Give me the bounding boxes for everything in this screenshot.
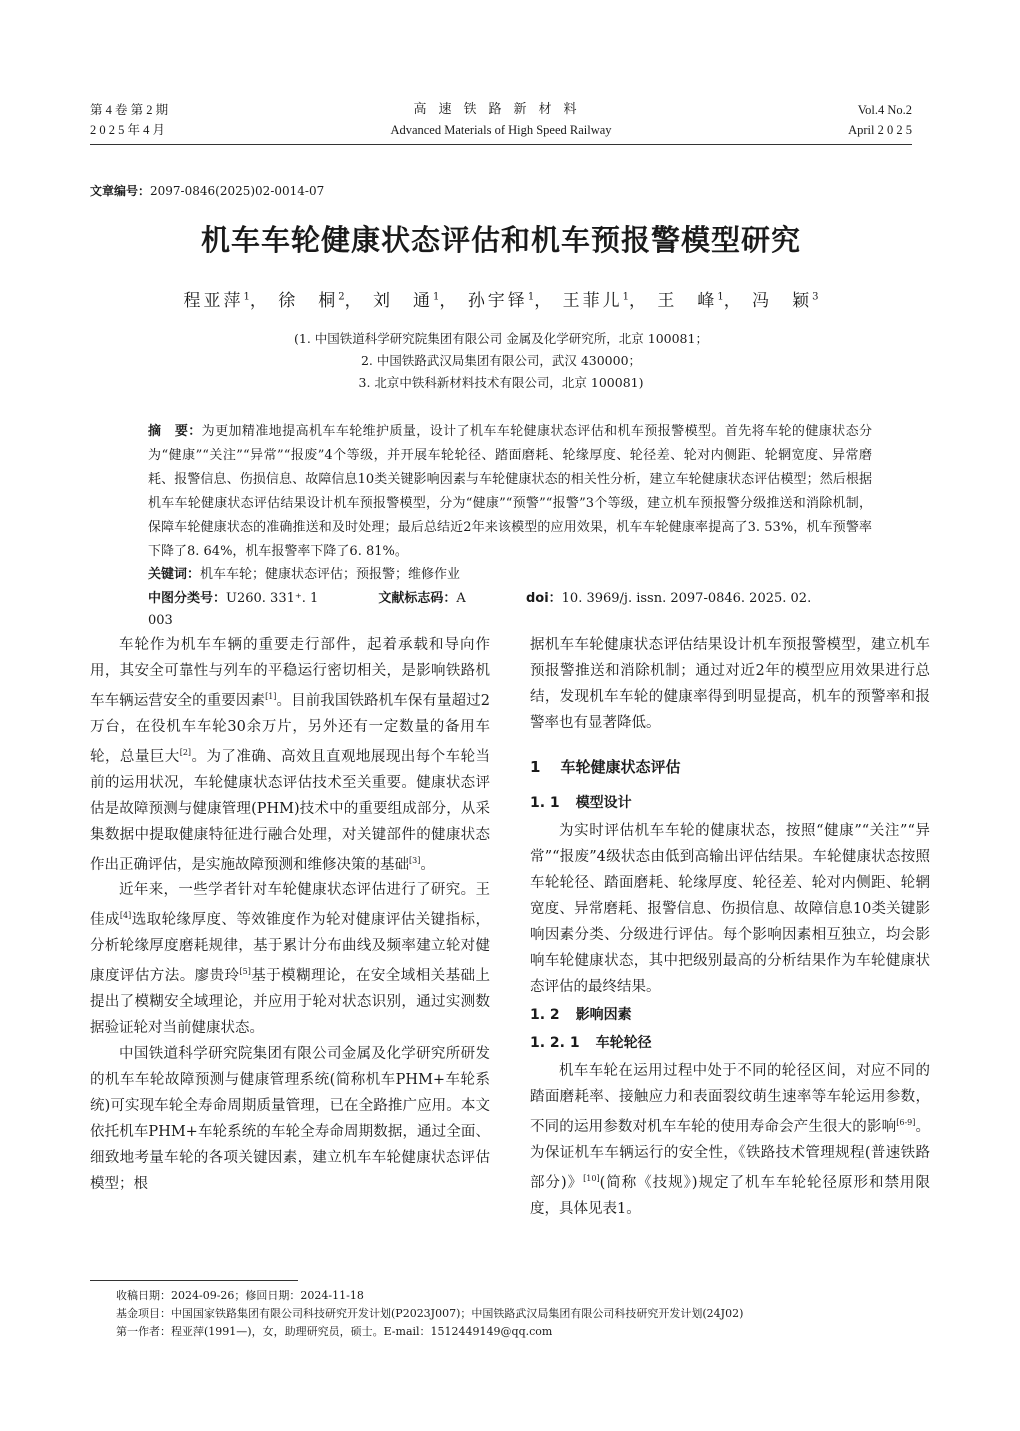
affiliation: 2. 中国铁路武汉局集团有限公司，武汉 430000；	[360, 353, 642, 368]
author: 王菲儿	[562, 291, 623, 311]
abstract	[148, 420, 872, 564]
body-column-right	[530, 632, 930, 1222]
article-number	[90, 182, 324, 199]
abstract-label: 摘 要：	[148, 424, 202, 439]
issue-date: 2 0 2 5 年 4 月	[90, 123, 166, 137]
text-run: 。为了准确、高效且直观地展现出每个车轮当前的运用状况，车轮健康状态评估技术至关重要。健康状态评估是故障预测与健康管理(PHM)技术中的重要组成部分，从采集数据中提取健康特征进行融合处理，对关键部件的健康状态作出正确评估，是实施故障预测和维修决策的基础	[90, 748, 491, 873]
affiliation: 3. 北京中铁科新材料技术有限公司，北京 100081)	[358, 375, 644, 390]
article-number-value: 2097-0846(2025)02-0014-07	[150, 184, 325, 198]
subsubsection-heading	[530, 1030, 930, 1056]
paragraph: 中国铁道科学研究院集团有限公司金属及化学研究所研发的机车车轮故障预测与健康管理系统(简称机车PHM+车轮系统)可实现车轮全寿命周期质量管理，已在全路推广应用。本文依托机车PHM+车轮系统的车轮全寿命周期数据，通过全面、细致地考量车轮的各项关键因素，建立机车车轮健康状态评估模型；根	[90, 1046, 490, 1193]
text-run: 。	[420, 856, 435, 873]
keywords-label: 关键词：	[148, 567, 201, 582]
subsection-title: 模型设计	[575, 795, 632, 811]
journal-name	[90, 100, 912, 140]
abstract-text: 为更加精准地提高机车车轮维护质量，设计了机车车轮健康状态评估和机车预报警模型。首先将车轮的健康状态分为“健康”“关注”“异常”“报废”4个等级，并开展车轮轮径、踏面磨耗、轮缘厚度、轮径差、轮对内侧距、轮辋宽度、异常磨耗、报警信息、伤损信息、故障信息10类关键影响因素与车轮健康状态的相关性分析，建立车轮健康状态评估模型；然后根据机车车轮健康状态评估结果设计机车预报警模型，分为“健康”“预警”“报警”3个等级，建立机车预报警分级推送和消除机制，保障车轮健康状态的准确推送和及时处理；最后总结近2年来该模型的应用效果，机车车轮健康率提高了3. 53%，机车预警率下降了8. 64%，机车报警率下降了6. 81%。	[148, 424, 872, 559]
footnotes	[116, 1287, 916, 1341]
text-run: 近年来，一些学者针对车轮健康状态评估进行了研究。王佳成	[90, 882, 490, 929]
citation: [1]	[265, 692, 277, 701]
paper-title: 机车车轮健康状态评估和机车预报警模型研究	[200, 223, 801, 257]
section-number: 1	[530, 758, 541, 776]
issue-info-en	[848, 100, 912, 140]
subsubsection-title: 车轮轮径	[595, 1035, 652, 1051]
article-number-label: 文章编号：	[90, 184, 151, 198]
citation: [2]	[179, 747, 192, 757]
author: 王 峰	[657, 291, 718, 311]
author-affil-mark: 1	[622, 291, 629, 303]
author-affil-mark: 1	[527, 291, 535, 303]
keywords	[148, 564, 872, 586]
volume-number-en: Vol.4 No.2	[857, 103, 912, 117]
running-header	[90, 100, 912, 142]
subsection-heading	[530, 790, 930, 816]
citation: [4]	[119, 911, 132, 921]
clc-value: U260. 331⁺. 1	[226, 591, 319, 606]
journal-name-en: Advanced Materials of High Speed Railway	[390, 123, 612, 137]
text-run: 。目前我国铁路机车保有量超过2万台，在役机车车轮30余万片，另外还有一定数量的备用车轮，总量巨大	[90, 692, 490, 765]
paragraph	[530, 1058, 930, 1222]
keywords-text: 机车车轮；健康状态评估；预报警；维修作业	[200, 567, 461, 582]
section-heading	[530, 754, 930, 780]
classification-line	[148, 588, 872, 632]
header-rule	[90, 144, 912, 145]
author: 刘 通	[373, 291, 434, 311]
author: 孙宇铎	[467, 291, 528, 311]
author-list: 程亚萍$^1$， 徐 桐$^2$， 刘 通$^1$， 孙宇铎$^1$， 王菲儿$^1$， 王 峰$^1$， 冯 颖$^3$	[183, 291, 819, 311]
journal-name-cn: 高速铁路新材料	[413, 102, 589, 117]
author-affil-mark: 2	[338, 291, 345, 303]
doi-label: doi：	[525, 591, 562, 606]
text-run: 基于模糊理论，在安全域相关基础上提出了模糊安全域理论，并应用于轮对状态识别，通过实测数据验证轮对当前健康状态。	[90, 968, 490, 1037]
text-run: (简称《技规》)规定了机车车轮轮径原形和禁用限度，具体见表1。	[530, 1174, 930, 1217]
author: 徐 桐	[278, 291, 339, 311]
subsubsection-number: 1. 2. 1	[530, 1035, 580, 1051]
author-affil-mark: 3	[812, 291, 819, 303]
citation: [3]	[409, 855, 421, 865]
footnote-first-author: 第一作者：程亚萍(1991—)，女，助理研究员，硕士。E-mail：1512449149@qq.com	[116, 1325, 553, 1338]
affiliation: (1. 中国铁道科学研究院集团有限公司 金属及化学研究所，北京 100081；	[294, 331, 708, 346]
affiliations	[90, 328, 912, 394]
author-affil-mark: 1	[717, 291, 724, 303]
doc-code-label: 文献标志码：	[378, 591, 457, 606]
citation: [5]	[239, 967, 251, 977]
subsection-title: 影响因素	[575, 1007, 632, 1023]
author-affil-mark: 1	[243, 291, 250, 303]
issue-volume: 第 4 卷 第 2 期	[90, 103, 169, 117]
body-column-left	[90, 632, 490, 1197]
paragraph	[90, 632, 490, 877]
author: 程亚萍	[183, 291, 244, 311]
author-affil-mark: 1	[433, 291, 440, 303]
citation: [6-9]	[896, 1118, 916, 1127]
subsection-heading	[530, 1002, 930, 1028]
doc-code-value: A	[456, 591, 466, 606]
citation: [10]	[583, 1173, 600, 1183]
footnote-received: 收稿日期：2024-09-26；修回日期：2024-11-18	[116, 1289, 364, 1302]
paragraph: 为实时评估机车车轮的健康状态，按照“健康”“关注”“异常”“报废”4级状态由低到高输出评估结果。车轮健康状态按照车轮轮径、踏面磨耗、轮缘厚度、轮径差、轮对内侧距、轮辋宽度、异常磨耗、报警信息、伤损信息、故障信息10类关键影响因素分类、分级进行评估。每个影响因素相互独立，均会影响车轮健康状态，其中把级别最高的分析结果作为车轮健康状态评估的最终结果。	[530, 823, 930, 995]
footnote-funding: 基金项目：中国国家铁路集团有限公司科技研究开发计划(P2023J007)；中国铁路武汉局集团有限公司科技研究开发计划(24J02)	[116, 1307, 744, 1320]
paragraph: 据机车车轮健康状态评估结果设计机车预报警模型，建立机车预报警推送和消除机制；通过对近2年的模型应用效果进行总结，发现机车车轮的健康率得到明显提高，机车的预警率和报警率也有显著降低。	[530, 637, 930, 731]
text-run: 车轮作为机车车辆的重要走行部件，起着承载和导向作用，其安全可靠性与列车的平稳运行密切相关，是影响铁路机车车辆运营安全的重要因素	[90, 637, 490, 709]
clc-label: 中图分类号：	[148, 591, 227, 606]
text-run: 机车车轮在运用过程中处于不同的轮径区间，对应不同的踏面磨耗率、接触应力和表面裂纹萌生速率等车轮运用参数，不同的运用参数对机车车轮的使用寿命会产生很大的影响	[530, 1063, 930, 1135]
section-title: 车轮健康状态评估	[560, 758, 681, 776]
issue-date-en: April 2 0 2 5	[848, 123, 912, 137]
text-run: 。为保证机车车辆运行的安全性，《铁路技术管理规程(普速铁路部分)》	[530, 1118, 931, 1191]
subsection-number: 1. 2	[530, 1007, 560, 1023]
author: 冯 颖	[752, 291, 813, 311]
doi-value: 10. 3969/j. issn. 2097-0846. 2025. 02. 003	[148, 591, 812, 628]
text-run: 选取轮缘厚度、等效锥度作为轮对健康评估关键指标，分析轮缘厚度磨耗规律，基于累计分布曲线及频率建立轮对健康度评估方法。廖贵玲	[90, 912, 491, 985]
footnote-rule	[90, 1280, 298, 1281]
paragraph	[90, 877, 490, 1041]
subsection-number: 1. 1	[530, 795, 560, 811]
